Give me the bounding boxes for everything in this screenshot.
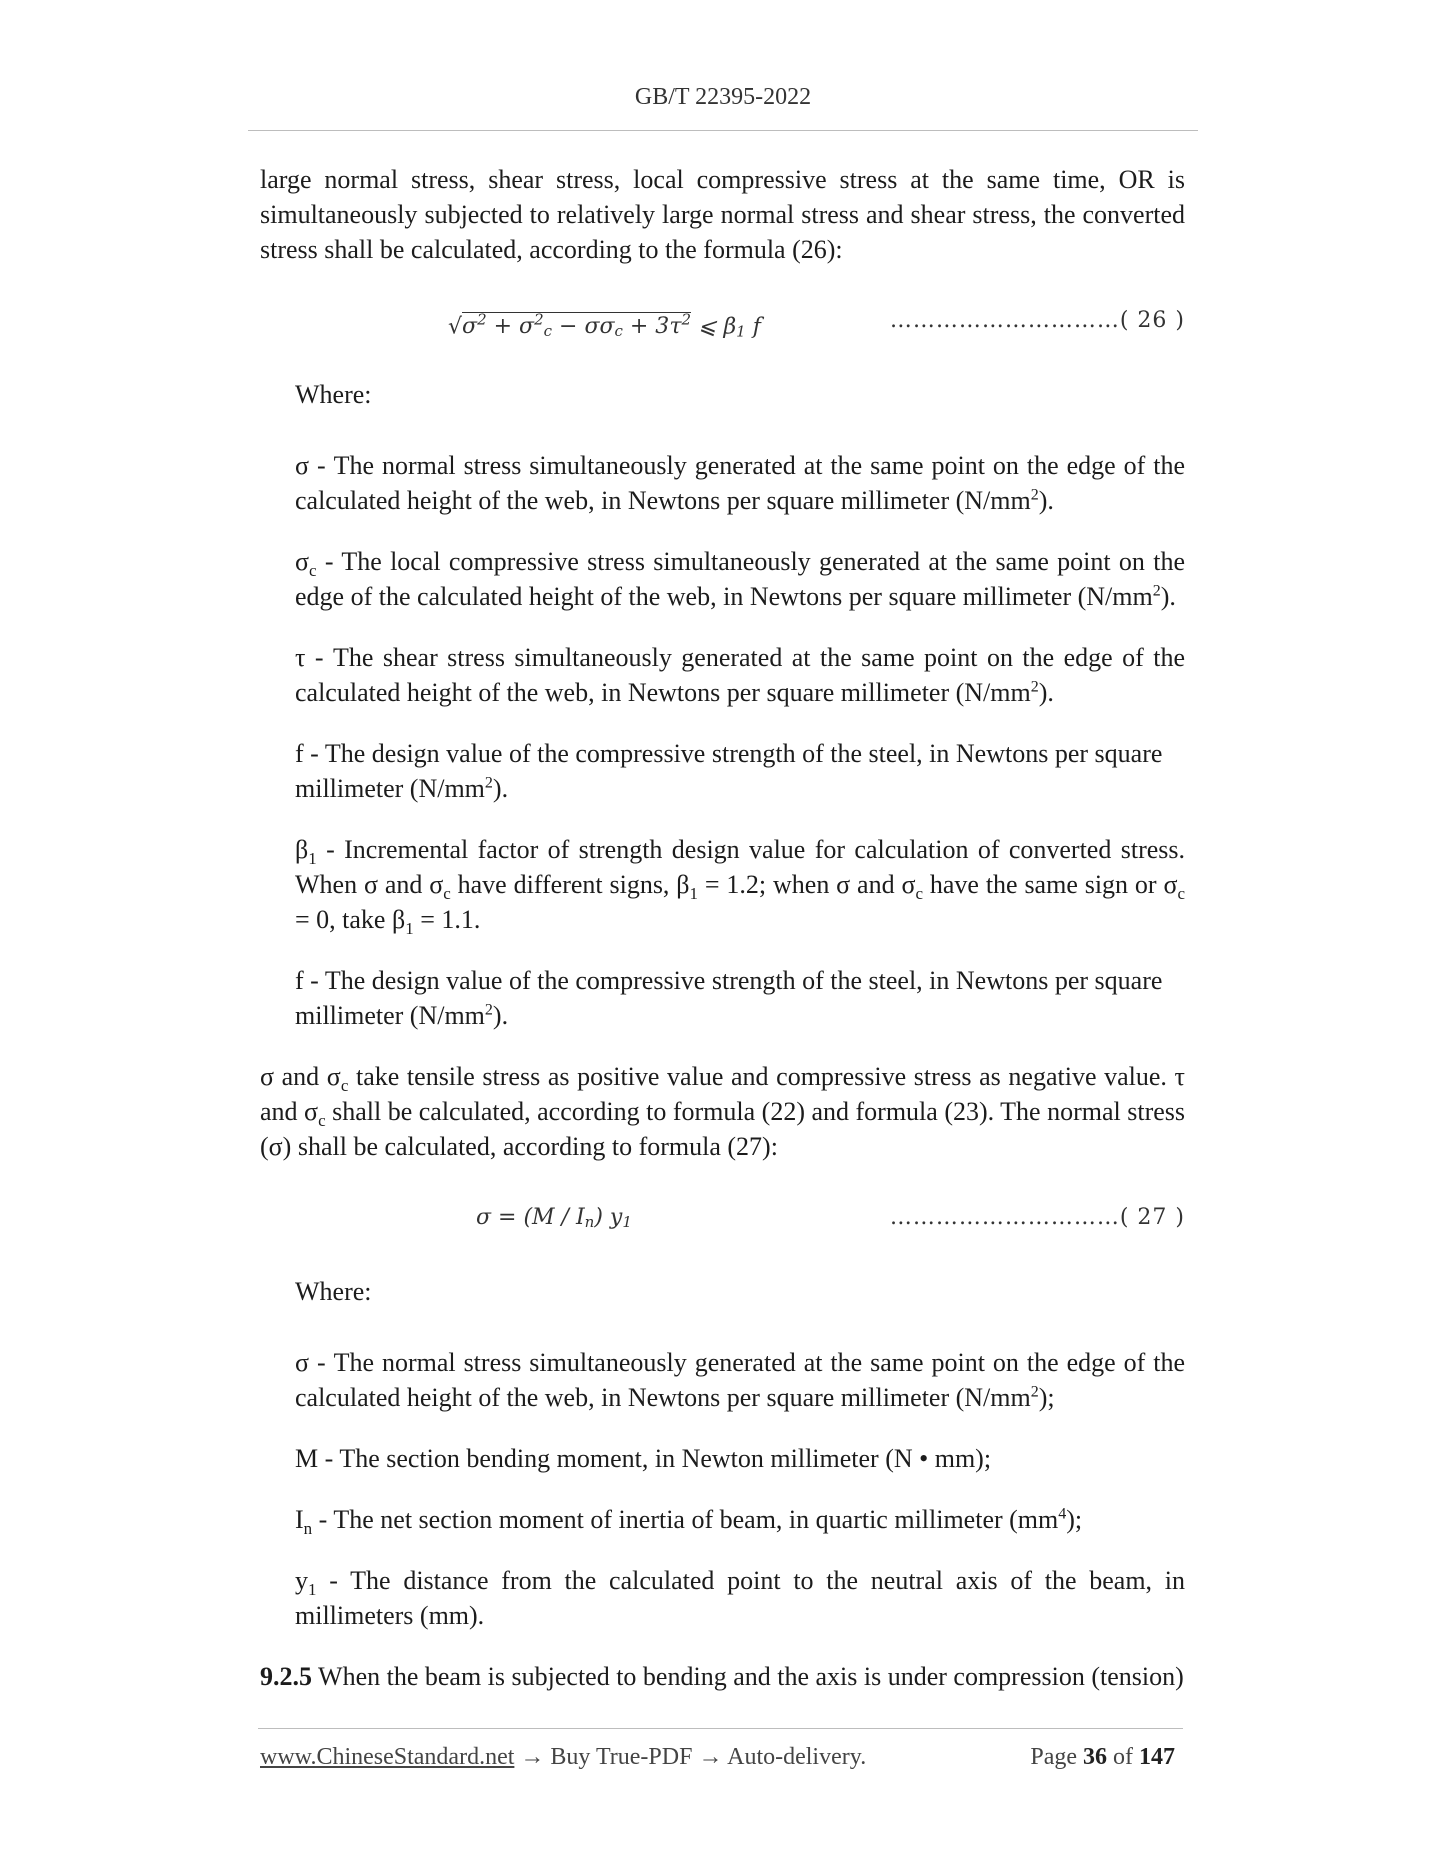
symbol: β bbox=[295, 835, 309, 864]
leader-dots: ………………………… bbox=[889, 308, 1120, 333]
formula-rhs: ) y bbox=[594, 1205, 623, 1230]
subscript: c bbox=[340, 1076, 349, 1096]
definition-text: - The normal stress simultaneously generated at the same point on the edge of the calculated height of the web, in Newtons per square millimeter (N/mm bbox=[295, 451, 1185, 515]
definition-text: - The distance from the calculated point to the neutral axis of the beam, in millimeters (mm). bbox=[295, 1566, 1185, 1630]
formula-26-expression bbox=[448, 303, 761, 349]
definition-text: = 1.2; when σ and σ bbox=[698, 870, 916, 899]
header-divider bbox=[248, 130, 1198, 131]
superscript: 2 bbox=[1030, 486, 1039, 504]
clause-number: 9.2.5 bbox=[260, 1662, 312, 1691]
subscript: n bbox=[584, 1213, 595, 1231]
plus-operator: + bbox=[486, 314, 520, 340]
definition-text: - The shear stress simultaneously generated at the same point on the edge of the calculated height of the web, in Newtons per square millimeter (N/mm bbox=[295, 643, 1185, 707]
definition-f bbox=[295, 736, 1185, 806]
plus-three: + 3 bbox=[622, 314, 670, 340]
sqrt-radicand bbox=[462, 312, 691, 339]
definition-sigma bbox=[295, 448, 1185, 518]
where-label: Where: bbox=[295, 380, 372, 409]
sigma-sigma-symbol: σσ bbox=[584, 314, 615, 340]
definition-text: = 0, take β bbox=[295, 905, 406, 934]
paragraph-text: shall be calculated, according to formula (22) and formula (23). The normal stress (σ) shall be calculated, according to formula (27): bbox=[260, 1097, 1186, 1161]
definition-text: - The normal stress simultaneously generated at the same point on the edge of the calculated height of the web, in Newtons per square millimeter (N/mm bbox=[295, 1348, 1185, 1412]
leq-operator: ⩽ bbox=[691, 314, 724, 340]
subscript: 1 bbox=[622, 1213, 632, 1231]
symbol: σ bbox=[295, 1348, 310, 1377]
page-body bbox=[260, 162, 1185, 1694]
page-indicator bbox=[1030, 1744, 1175, 1771]
symbol: f bbox=[295, 739, 304, 768]
definition-text: - The net section moment of inertia of beam, in quartic millimeter (mm bbox=[312, 1505, 1059, 1534]
symbol: σ bbox=[295, 547, 310, 576]
of-label: of bbox=[1107, 1744, 1139, 1770]
superscript: 2 bbox=[1152, 582, 1161, 600]
definition-text: - The design value of the compressive strength of the steel, in Newtons per square millimeter (N/mm bbox=[295, 739, 1163, 803]
formula-27-expression bbox=[476, 1200, 632, 1240]
definition-end: ). bbox=[492, 1001, 509, 1030]
definition-text: - The local compressive stress simultaneously generated at the same point on the edge of the calculated height of the web, in Newtons per square millimeter (N/mm bbox=[295, 547, 1185, 611]
definition-end: ). bbox=[1038, 678, 1054, 707]
subscript: 1 bbox=[736, 322, 746, 341]
formula-27 bbox=[260, 1198, 1185, 1238]
formula-number: ( 26 ) bbox=[1119, 308, 1185, 333]
symbol: σ bbox=[295, 451, 310, 480]
subscript: c bbox=[309, 561, 317, 581]
definition-end: ). bbox=[492, 774, 509, 803]
subscript: 1 bbox=[405, 919, 414, 939]
paragraph-text: take tensile stress as positive value and compressive stress as negative value. τ and σ bbox=[260, 1062, 1185, 1126]
intro-paragraph: large normal stress, shear stress, local compressive stress at the same time, OR is simultaneously subjected to relatively large normal stress and shear stress, the converted stress shall be calculated, according to the formula (26): bbox=[260, 165, 1185, 264]
definition-text: = 1.1. bbox=[413, 905, 481, 934]
sign-convention-paragraph bbox=[260, 1059, 1185, 1164]
sigma-c-symbol: σ bbox=[519, 314, 535, 340]
paragraph-text: σ and σ bbox=[260, 1062, 341, 1091]
subscript: 1 bbox=[308, 849, 317, 869]
definition-text: - The design value of the compressive strength of the steel, in Newtons per square millimeter (N/mm bbox=[295, 966, 1163, 1030]
definition-end: ); bbox=[1066, 1505, 1083, 1534]
definition-end: ). bbox=[1160, 582, 1176, 611]
sqrt-sign: √ bbox=[448, 314, 463, 340]
where-label: Where: bbox=[295, 1277, 372, 1306]
subscript: c bbox=[543, 322, 553, 341]
superscript: 2 bbox=[1030, 678, 1039, 696]
definition-y1 bbox=[295, 1563, 1185, 1633]
definition-end: ); bbox=[1038, 1383, 1055, 1412]
superscript: 4 bbox=[1058, 1505, 1067, 1523]
exponent: 2 bbox=[534, 311, 544, 329]
symbol: M bbox=[295, 1444, 319, 1473]
footer-divider bbox=[258, 1728, 1183, 1729]
subscript: 1 bbox=[308, 1580, 317, 1600]
definition-in bbox=[295, 1502, 1185, 1537]
symbol: I bbox=[295, 1505, 304, 1534]
beta-symbol: β bbox=[723, 314, 737, 340]
definition-text: have the same sign or σ bbox=[923, 870, 1178, 899]
symbol: f bbox=[295, 966, 304, 995]
definition-beta1 bbox=[295, 832, 1185, 937]
minus-operator: − bbox=[552, 314, 585, 340]
subscript: c bbox=[318, 1111, 326, 1131]
superscript: 2 bbox=[484, 774, 493, 792]
subscript: c bbox=[1177, 884, 1185, 904]
definition-text: have different signs, β bbox=[450, 870, 690, 899]
formula-lhs: σ = (M / I bbox=[476, 1205, 585, 1230]
formula-27-reference bbox=[890, 1200, 1185, 1235]
clause-9-2-5 bbox=[260, 1659, 1185, 1694]
formula-26 bbox=[260, 301, 1185, 341]
definition-sigma-c bbox=[295, 544, 1185, 614]
superscript: 2 bbox=[484, 1001, 493, 1019]
subscript: c bbox=[614, 322, 623, 341]
website-link[interactable]: www.ChineseStandard.net bbox=[260, 1744, 515, 1770]
tau-symbol: τ bbox=[669, 314, 682, 340]
leader-dots: ………………………… bbox=[889, 1205, 1120, 1230]
sigma-symbol: σ bbox=[462, 314, 478, 340]
formula-26-reference bbox=[890, 303, 1185, 338]
definition-end: ). bbox=[1038, 486, 1054, 515]
page-total: 147 bbox=[1139, 1744, 1175, 1770]
definition-text: - The section bending moment, in Newton millimeter (N • mm); bbox=[318, 1444, 992, 1473]
f-symbol: f bbox=[752, 314, 761, 340]
page-footer bbox=[260, 1744, 1175, 1771]
page-number: 36 bbox=[1083, 1744, 1107, 1770]
symbol: y bbox=[295, 1566, 308, 1595]
subscript: c bbox=[915, 884, 924, 904]
footer-promo bbox=[260, 1744, 866, 1771]
subscript: n bbox=[303, 1519, 313, 1539]
definition-tau bbox=[295, 640, 1185, 710]
symbol: τ bbox=[295, 643, 306, 672]
formula-number: ( 27 ) bbox=[1119, 1205, 1185, 1230]
definition-f-repeat bbox=[295, 963, 1185, 1033]
clause-text: When the beam is subjected to bending and the axis is under compression (tension) bbox=[312, 1662, 1184, 1691]
definition-m bbox=[295, 1441, 1185, 1476]
exponent: 2 bbox=[477, 311, 487, 329]
page-label: Page bbox=[1030, 1744, 1083, 1770]
definition-text: - Incremental factor of strength design value for calculation of converted stress. When σ and σ bbox=[295, 835, 1185, 899]
superscript: 2 bbox=[1030, 1383, 1039, 1401]
exponent: 2 bbox=[681, 311, 692, 329]
subscript: 1 bbox=[689, 884, 699, 904]
subscript: c bbox=[443, 884, 451, 904]
page-header: GB/T 22395-2022 bbox=[634, 84, 812, 110]
definition-sigma-2 bbox=[295, 1345, 1185, 1415]
footer-promo-text: → Buy True-PDF → Auto-delivery. bbox=[514, 1744, 867, 1770]
